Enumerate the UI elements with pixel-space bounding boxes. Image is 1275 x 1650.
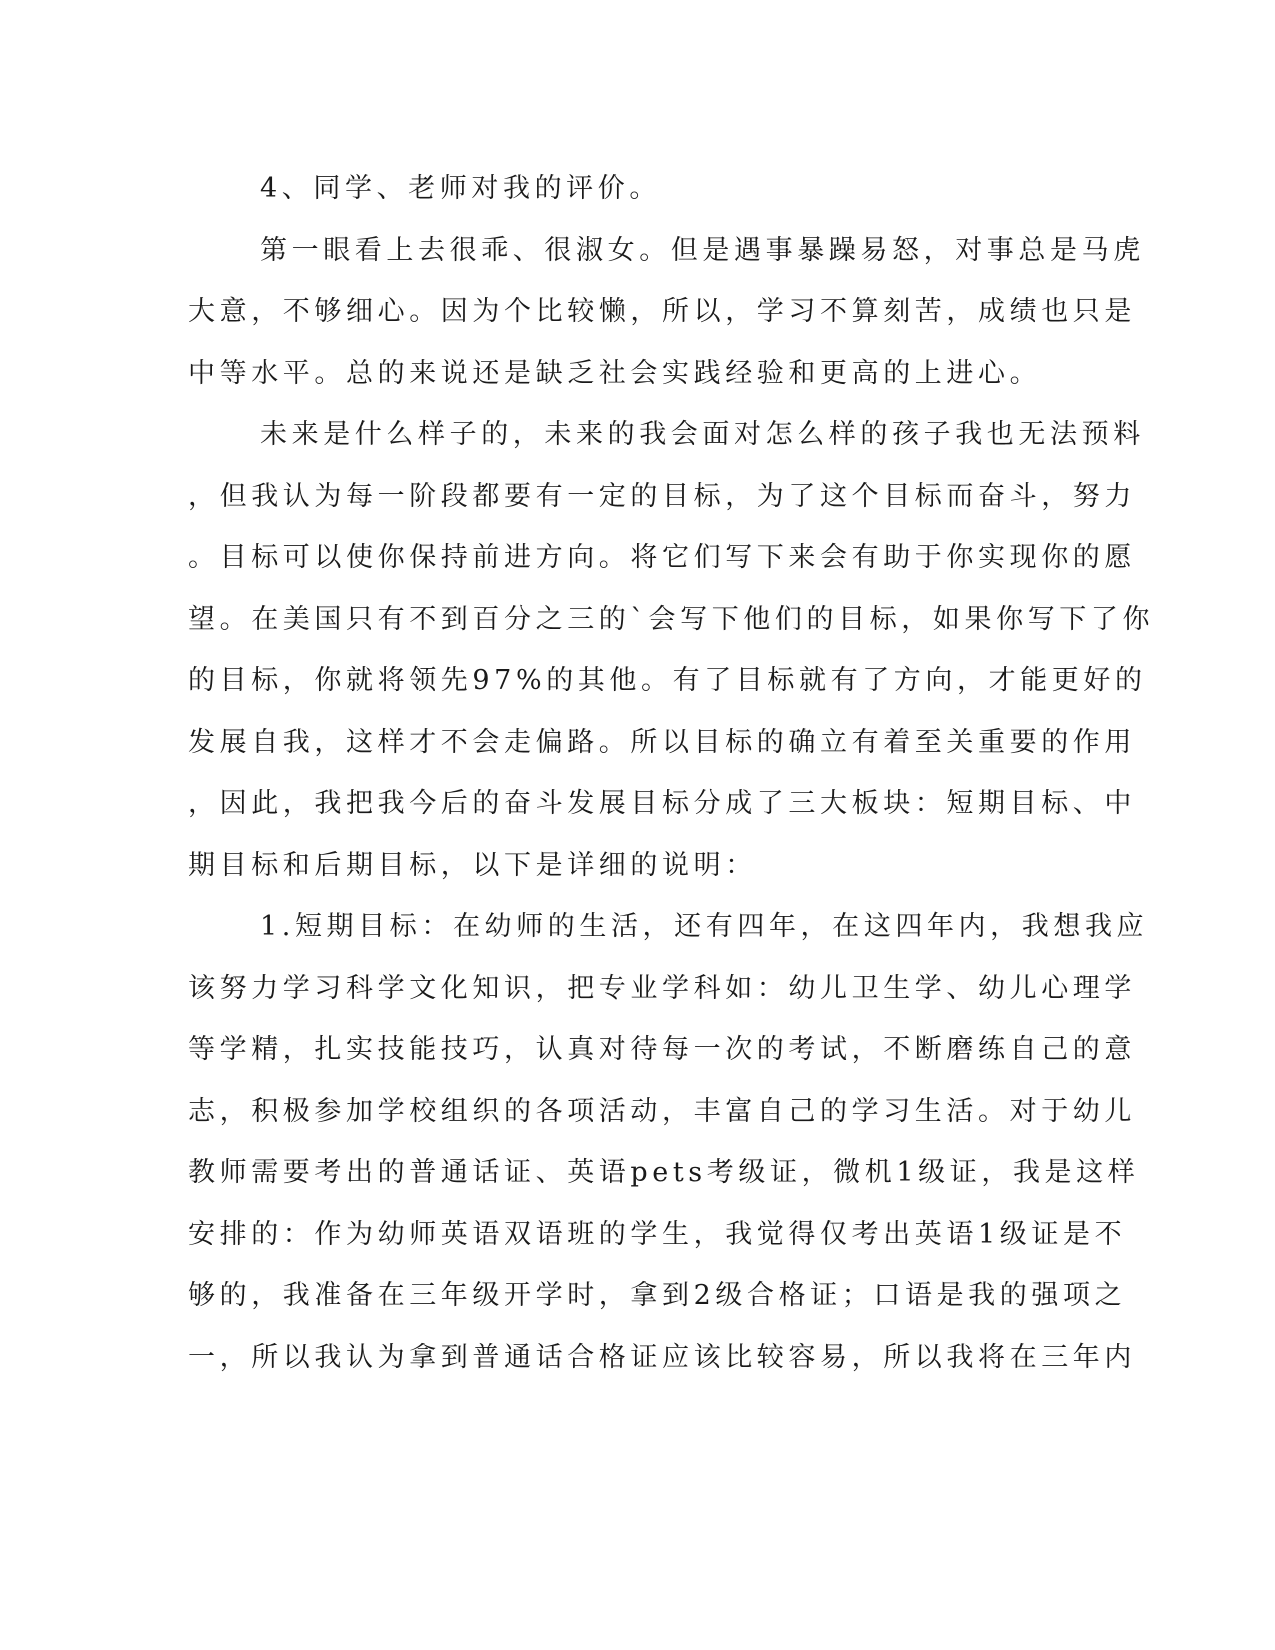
text-line: 1.短期目标：在幼师的生活，还有四年，在这四年内，我想我应 [260,911,1149,942]
text-line: 期目标和后期目标，以下是详细的说明： [188,849,757,881]
text-line: 教师需要考出的普通话证、英语pets考级证，微机1级证，我是这样 [188,1157,1140,1188]
text-line: 该努力学习科学文化知识，把专业学科如：幼儿卫生学、幼儿心理学 [188,972,1136,1004]
text-line: 一，所以我认为拿到普通话合格证应该比较容易，所以我将在三年内 [188,1341,1136,1373]
document-body [188,158,1155,1388]
text-line: 中等水平。总的来说还是缺乏社会实践经验和更高的上进心。 [188,357,1042,389]
text-line: 安排的：作为幼师英语双语班的学生，我觉得仅考出英语1级证是不 [188,1218,1127,1250]
text-line: 未来是什么样子的，未来的我会面对怎么样的孩子我也无法预料 [260,419,1145,450]
text-line: 够的，我准备在三年级开学时，拿到2级合格证；口语是我的强项之 [188,1280,1127,1311]
text-line: 第一眼看上去很乖、很淑女。但是遇事暴躁易怒，对事总是马虎 [260,234,1145,266]
text-line: ，但我认为每一阶段都要有一定的目标，为了这个目标而奋斗，努力 [188,480,1136,512]
paragraph-heading-evaluation: 4、同学、老师对我的评价。 [260,173,661,204]
text-line: 的目标，你就将领先97%的其他。有了目标就有了方向，才能更好的 [188,665,1147,696]
text-line: 望。在美国只有不到百分之三的`会写下他们的目标，如果你写下了你 [188,603,1155,635]
text-line: 。目标可以使你保持前进方向。将它们写下来会有助于你实现你的愿 [188,542,1136,573]
text-line: 志，积极参加学校组织的各项活动，丰富自己的学习生活。对于幼儿 [188,1095,1136,1127]
text-line: ，因此，我把我今后的奋斗发展目标分成了三大板块：短期目标、中 [188,788,1136,819]
text-line: 大意，不够细心。因为个比较懒，所以，学习不算刻苦，成绩也只是 [188,296,1136,327]
text-line: 发展自我，这样才不会走偏路。所以目标的确立有着至关重要的作用 [188,726,1136,758]
text-line: 等学精，扎实技能技巧，认真对待每一次的考试，不断磨练自己的意 [188,1034,1136,1065]
